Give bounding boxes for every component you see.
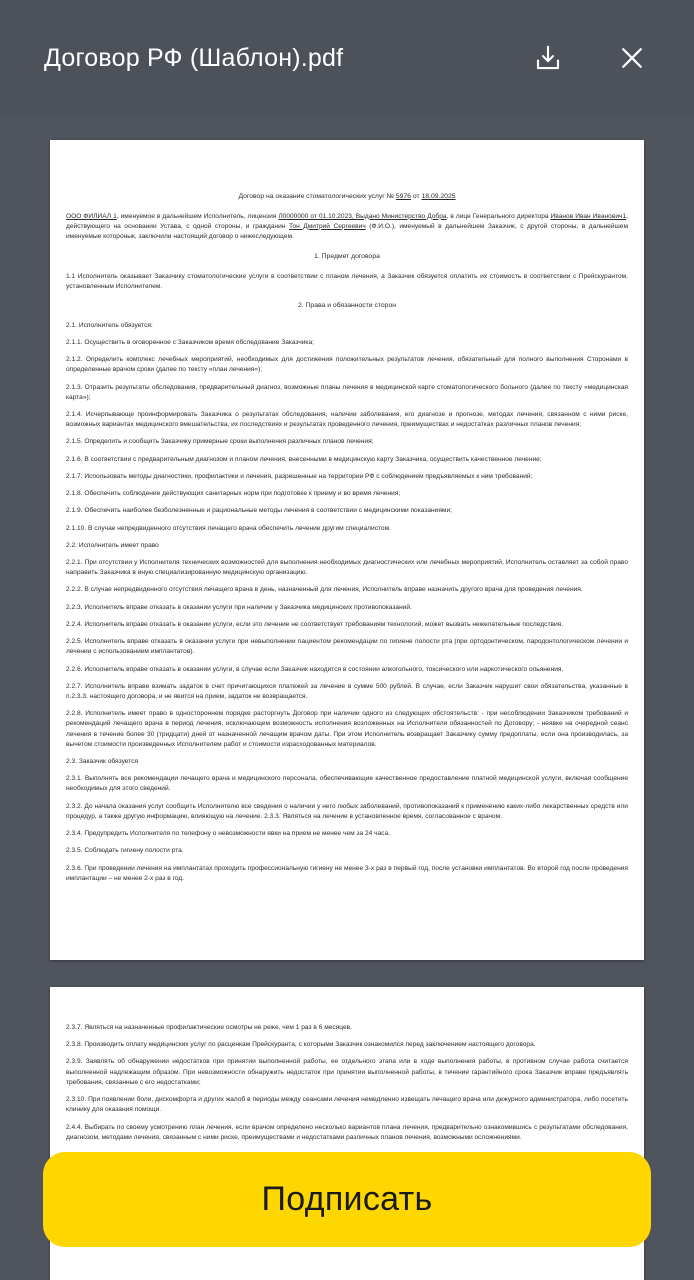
- preamble-org: ООО ФИЛИАЛ 1: [66, 212, 117, 220]
- clause-text: Отразить результаты обследования, предварительный диагноз, возможные планы лечения в медицинской карте стоматологического больного (далее по тексту «медицинская карта»);: [66, 383, 628, 401]
- clause-text: Производить оплату медицинских услуг по расценкам Прейскуранта, с которыми Заказчик ознакомился перед заключением настоящего договора.: [84, 1041, 536, 1049]
- clause-2-1-9: [66, 506, 628, 516]
- clause-2-1-2: [66, 355, 628, 375]
- clause-2-1-7: [66, 472, 628, 482]
- clause-number: 2.1.8.: [66, 490, 83, 498]
- clause-2-3-1: [66, 774, 628, 794]
- clause-number: 2.2.7.: [66, 682, 83, 690]
- clause-number: 2.1.6.: [66, 455, 83, 463]
- clause-2-1-1: [66, 338, 628, 348]
- clause-2-3-6: [66, 864, 628, 884]
- close-button[interactable]: [612, 38, 652, 78]
- preamble-license: Л0000000 от 01.10.2023, Выдано Министерство Добра: [278, 212, 447, 220]
- clause-2-1-4: [66, 410, 628, 430]
- clause-text: При отсутствии у Исполнителя технических возможностей для выполнения необходимых диагностических или лечебных мероприятий, Исполнитель оставляет за собой право направить Заказчика в иную специализированную медицинскую организацию.: [66, 558, 628, 577]
- clause-text: Исполнитель вправе взимать задаток в счет причитающихся платежей за лечение в сумме 500 рублей. В случае, если Заказчик нарушит свои обязательства, указанные в п.2.3.3. настоящего договора, и не явится на прием, задаток не возвращается.: [66, 682, 628, 700]
- contract-title-mid: от: [410, 193, 422, 200]
- sign-button-container: [0, 1152, 694, 1247]
- contract-date: 18.09.2025: [421, 193, 456, 200]
- clause-text: Соблюдать гигиену полости рта.: [84, 847, 184, 855]
- clause-text: В соответствии с предварительным диагнозом и планом лечения, внесенными в медицинскую карту Заказчика, осуществить качественное лечение;: [84, 455, 542, 463]
- clause-number: 2.1.1.: [66, 338, 83, 346]
- clause-number: 2.3.6.: [66, 864, 83, 872]
- sign-button[interactable]: Подписать: [43, 1152, 651, 1247]
- preamble-text-3: , действующего на основании Устава, с одной стороны, и гражданин: [66, 212, 628, 230]
- clause-2-1-8: [66, 489, 628, 499]
- clause-2-2-1: [66, 558, 628, 578]
- clause-text: В случае непредвиденного отсутствия лечащего врача обеспечить лечение другим специалистом.: [88, 524, 391, 532]
- clause-text: Исполнитель вправе отказать в оказании услуги, в случае если Заказчик находится в состоянии алкогольного, токсического или наркотического опьянения.: [84, 665, 564, 673]
- clause-2-2-8: [66, 709, 628, 750]
- clause-2-3: [66, 757, 628, 767]
- preamble-director: Иванов Иван Иванович1: [550, 212, 627, 220]
- section-heading-2: 2. Права и обязанности сторон: [297, 302, 396, 310]
- clause-text: Исполнитель вправе отказать в оказании услуги при наличии у Заказчика медицинских противопоказаний.: [84, 603, 412, 611]
- clause-text: Определить и сообщить Заказчику примерные сроки выполнения различных планов лечения;: [84, 438, 374, 446]
- clause-text: Исчерпывающе проинформировать Заказчика о результатах обследования, наличии заболевания, его диагнозе и прогнозе, методах лечения, связанном с ними риске, возможных вариантах медицинского вмешательства, их последствиях и результатах проведенного лечения, преимуществах и недостатках различных планов лечения;: [66, 411, 628, 429]
- preamble-client: Тон Дмитрий Сергеевич: [288, 222, 366, 230]
- clause-text: Исполнитель имеет право: [78, 541, 159, 549]
- clause-number: 2.3.7.: [66, 1024, 83, 1031]
- clause-number: 2.2.4.: [66, 620, 83, 628]
- clause-number: 2.1.2.: [66, 356, 83, 364]
- download-button[interactable]: [528, 38, 568, 78]
- contract-preamble: [66, 212, 628, 243]
- preamble-text-2: , в лице Генерального директора: [446, 212, 551, 220]
- clause-text: Исполнитель обязуется:: [78, 321, 153, 329]
- clause-number: 2.3.: [66, 758, 77, 766]
- top-bar-actions: [528, 38, 670, 78]
- clause-2-3-2: [66, 802, 628, 822]
- clause-number: 2.2.1.: [66, 558, 83, 566]
- clause-2-3-7: [66, 1023, 628, 1033]
- contract-title-lead: Договор на оказание стоматологических услуг №: [238, 193, 396, 200]
- clause-2-4-4: [66, 1123, 628, 1143]
- clause-number: 2.3.10.: [66, 1096, 87, 1104]
- clause-text: Использовать методы диагностики, профилактики и лечения, разрешенные на территории РФ с соблюдением предъявляемых к ним требований;: [84, 472, 533, 480]
- clause-2-2-2: [66, 585, 628, 595]
- clause-text: Предупредить Исполнителя по телефону о невозможности явки на прием не менее чем за 24 часа.: [84, 830, 391, 838]
- clause-text: Выбирать по своему усмотрению план лечения, если врачом определено несколько вариантов плана лечения, предварительно ознакомившись с результатами обследования, диагнозом, методами лечения, связанным с ними риске, преимуществами и недостатками различных планов лечения, возможными осложнениями.: [66, 1123, 628, 1141]
- file-name-title: Договор РФ (Шаблон).pdf: [44, 44, 344, 72]
- clause-number: 2.2.5.: [66, 638, 83, 646]
- clause-2-1-10: [66, 524, 628, 534]
- clause-number: 2.3.5.: [66, 847, 83, 855]
- clause-text: Определить комплекс лечебных мероприятий, необходимых для достижения положительных результатов лечения, обязательный для полного выполнения Сторонами в определенные врачом сроки (далее по тексту «план лечения»);: [66, 356, 628, 374]
- clause-number: 2.1.9.: [66, 507, 83, 515]
- clause-text: Обеспечить наиболее безболезненные и рациональные методы лечения в соответствии с медицинскими показаниями;: [84, 507, 452, 515]
- clause-2-1-6: [66, 455, 628, 465]
- clause-2-2-5: [66, 637, 628, 657]
- clause-number: 2.3.2.: [66, 802, 83, 810]
- clause-2-3-9: [66, 1057, 628, 1088]
- clause-number: 1.1: [66, 272, 76, 280]
- clause-number: 2.1.: [66, 321, 77, 329]
- clause-2-2: [66, 541, 628, 551]
- close-icon: [617, 43, 647, 73]
- clause-number: 2.2.6.: [66, 665, 83, 673]
- clause-2-3-4: [66, 829, 628, 839]
- clause-number: 2.3.8.: [66, 1041, 83, 1049]
- clause-text: Заявлять об обнаружении недостатков при принятии выполненной работы, ее отдельного этапа или в ходе выполнения работы, в противном случае работа считается выполненной надлежащим образом. При невозможности обнаружить недостаток при принятии выполненной работы, в течение гарантийного срока Заказчик вправе предъявлять требования, связанные с его недостатками;: [66, 1058, 628, 1086]
- page-1-content: [66, 192, 628, 884]
- clause-2-3-5: [66, 846, 628, 856]
- clause-text: До начала оказания услуг сообщить Исполнителю все сведения о наличии у него любых заболеваний, противопоказаний к применению каких-либо лекарственных средств или процедур, а также другую информацию, влияющую на лечение. 2.3.3. Являться на лечение в установленное время, согласованное с врачом.: [66, 802, 628, 820]
- document-scroll-area[interactable]: [0, 115, 694, 1280]
- clause-2-3-8: [66, 1040, 628, 1050]
- clause-number: 2.2.: [66, 541, 77, 549]
- clause-number: 2.3.9.: [66, 1058, 83, 1066]
- clause-number: 2.1.10.: [66, 524, 87, 532]
- preamble-text-1: , именуемое в дальнейшем Исполнитель, лицензия: [116, 212, 279, 220]
- clause-number: 2.2.2.: [66, 586, 83, 594]
- download-icon: [533, 43, 563, 73]
- page-2-content: [66, 1023, 628, 1143]
- section-heading-1: 1. Предмет договора: [314, 253, 380, 261]
- clause-text: Исполнитель имеет право в одностороннем порядке расторгнуть Договор при наличии одного из следующих обстоятельств: - при несоблюдении Заказчиком требований и рекомендаций лечащего врача в период лечения, исключающем возможность исполнения возложенных на Исполнителя обязанностей по Договору; - неявке на очередной сеанс лечения в течение более 30 (тридцати) дней от назначенной лечащим врачом даты. При этом Исполнитель возвращает Заказчику сумму предоплаты, если она производилась, за вычетом стоимости произведенных Исполнителем работ и стоимости израсходованных материалов.: [66, 710, 628, 748]
- clause-text: Заказчик обязуется: [78, 758, 139, 766]
- clause-text: При проведении лечения на имплантатах проходить профессиональную гигиену не менее 3-х раз в первый год, после установки имплантатов. Во второй год после проведения имплантации – не менее 2-х раз в год.: [66, 864, 628, 882]
- clause-2-2-7: [66, 682, 628, 702]
- clause-text: В случае непредвиденного отсутствия лечащего врача в день, назначенный для лечения, Исполнитель вправе назначить другого врача для проведения лечения.: [84, 586, 583, 594]
- contract-title: [66, 192, 628, 203]
- top-bar: [0, 0, 694, 115]
- clause-text: Являться на назначенные профилактические осмотры не реже, чем 1 раз в 6 месяцев.: [84, 1024, 352, 1031]
- clause-number: 2.2.3.: [66, 603, 83, 611]
- clause-2-2-4: [66, 620, 628, 630]
- clause-2-3-10: [66, 1095, 628, 1115]
- clause-1-1: [66, 272, 628, 292]
- clause-text: Обеспечить соблюдение действующих санитарных норм при подготовке к приему и во время лечения;: [84, 490, 401, 498]
- clause-2-1-5: [66, 437, 628, 447]
- clause-text: Исполнитель вправе отказать в оказании услуги, если это лечение не соответствует требованиям технологий, может вызвать нежелательные последствия.: [84, 620, 564, 628]
- clause-number: 2.3.4.: [66, 830, 83, 838]
- clause-2-2-6: [66, 665, 628, 675]
- document-page-1: [50, 140, 644, 960]
- clause-text: Выполнять все рекомендации лечащего врача и медицинского персонала, обеспечивающие качественное предоставление платной медицинской услуги, включая сообщение необходимых для этого сведений.: [66, 775, 628, 793]
- clause-number: 2.4.4.: [66, 1123, 83, 1131]
- preamble-text-4: (Ф.И.О.), именуемый в дальнейшем Заказчик, с другой стороны, в дальнейшем именуемые которонык, заключили настоящий договор о нижеследующем.: [66, 222, 628, 240]
- clause-2-1-3: [66, 383, 628, 403]
- clause-number: 2.3.1.: [66, 775, 83, 783]
- clause-text: Исполнитель вправе отказать в оказании услуги при невыполнении пациентом рекомендации по гигиене полости рта (при ортодонтическом, пародонтологическом лечении и лечении с использованием имплантатов).: [66, 638, 629, 656]
- clause-number: 2.1.5.: [66, 438, 83, 446]
- clause-2-2-3: [66, 603, 628, 613]
- clause-number: 2.1.3.: [66, 383, 83, 391]
- clause-number: 2.1.7.: [66, 472, 83, 480]
- clause-2-1: [66, 321, 628, 331]
- clause-number: 2.2.8.: [66, 710, 83, 718]
- clause-text: Исполнитель оказывает Заказчику стоматологические услуги в соответствии с планом лечения, а Заказчик обязуется оплатить их стоимость в соответствии с Прейскурантом, установленным Исполнителем.: [66, 272, 628, 290]
- clause-text: Осуществить в оговоренное с Заказчиком время обследование Заказчика;: [84, 338, 314, 346]
- clause-text: При появлении боли, дискомфорта и других жалоб в периоды между сеансами лечения немедленно извещать лечащего врача или дежурного администратора, либо посетить клинику для оказания помощи.: [66, 1096, 628, 1114]
- clause-number: 2.1.4.: [66, 411, 83, 418]
- contract-number: 5976: [395, 193, 411, 200]
